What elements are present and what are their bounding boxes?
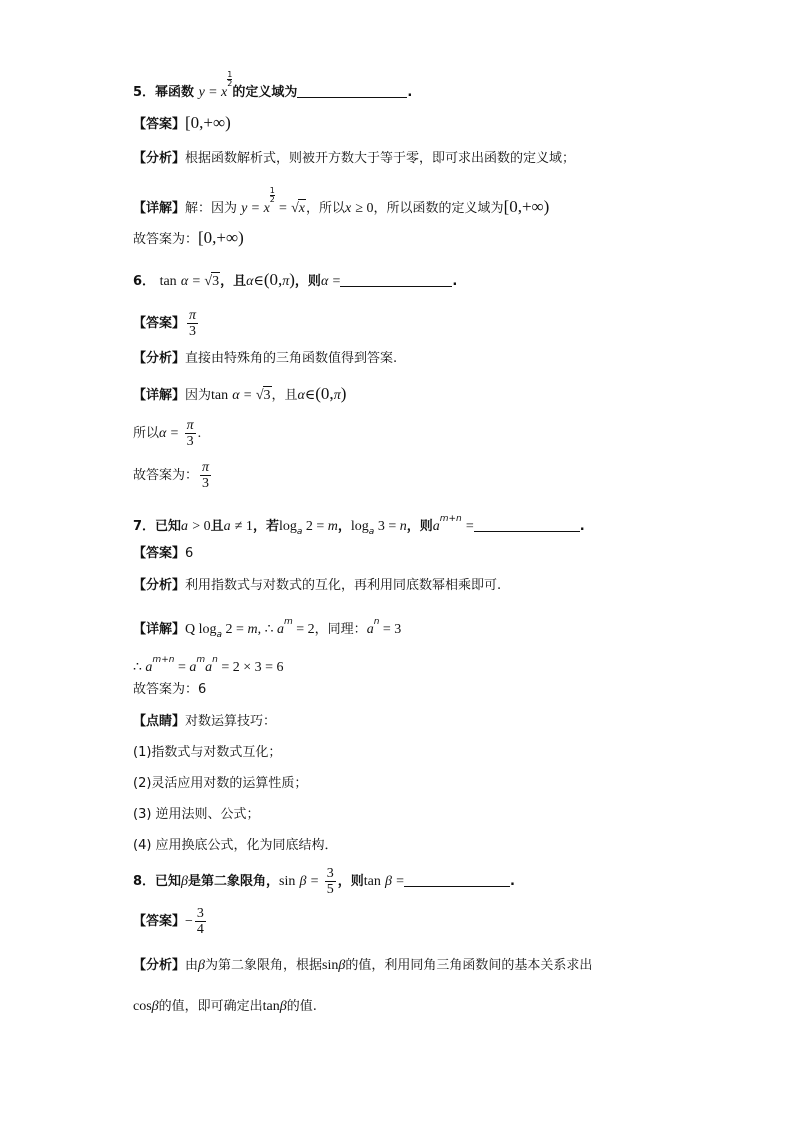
q5-conclusion-text: 故答案为：: [133, 232, 199, 247]
q6-text-b: ，则: [294, 274, 321, 289]
analysis-label: 【分析】: [133, 958, 186, 973]
q8-analysis: 【分析】由β为第二象限角，根据sinβ的值，利用同角三角函数间的基本关系求出: [133, 958, 593, 973]
q7-tip-2: (2)灵活应用对数的运算性质；: [133, 776, 308, 791]
q5-detail-c: ，所以函数的定义域为: [373, 201, 504, 216]
detail-label: 【详解】: [133, 388, 186, 403]
q8-answer: 【答案】− $\frac{3}{4}$: [133, 906, 204, 937]
q7-conclusion: 故答案为：6: [133, 682, 207, 697]
q6-so: 所以α = $\frac{\pi}{3}$ .: [133, 418, 202, 449]
q5-detail: 【详解】解：因为 y = x $\frac{1}{2}$ = √x，所以x ≥ 0，所以函数的定义域为[0,+∞): [133, 186, 550, 216]
q7-number: 7．已知: [133, 519, 182, 534]
q5-conclusion: [133, 229, 244, 249]
q7-tips: [133, 713, 276, 731]
q7-answer-value: 6: [185, 546, 194, 561]
q6-formula-a: tan α = √3: [159, 274, 220, 289]
analysis-label: 【分析】: [133, 151, 186, 166]
q5-conclusion-value: [0,+∞): [198, 228, 244, 247]
answer-label: 【答案】: [133, 546, 186, 561]
q8-text-b: ，则: [337, 874, 364, 889]
q8-answer-blank[interactable]: [404, 872, 510, 887]
q7-detail-a: ，同理：: [314, 622, 367, 637]
q7-tip-4: (4) 应用换底公式，化为同底结构．: [133, 838, 338, 853]
q7-end: .: [579, 519, 585, 534]
q8-analysis-a: 由: [185, 958, 199, 973]
answer-label: 【答案】: [133, 117, 186, 132]
q7-derivation: ∴ $a^{m+n} = a^ma^n = 2 \times 3 = 6$: [133, 655, 284, 675]
q6-answer-fraction: $\frac{\pi}{3}$: [189, 308, 197, 339]
detail-label: 【详解】: [133, 201, 186, 216]
analysis-label: 【分析】: [133, 351, 186, 366]
q8-analysis-cont: cosβ的值，即可确定出tanβ的值.: [133, 999, 317, 1014]
q8-analysis-c: 的值，利用同角三角函数间的基本关系求出: [345, 958, 593, 973]
q6-text-a: ，且: [220, 274, 247, 289]
q8-analysis-b: 为第二象限角，根据: [205, 958, 323, 973]
q6-answer-blank[interactable]: [340, 272, 452, 287]
q6-analysis: [133, 350, 397, 368]
q5-answer: [133, 114, 231, 134]
q6-end: .: [452, 274, 458, 289]
q6-detail-b: ，且: [271, 388, 298, 403]
q6-conclusion: 故答案为： $\frac{\pi}{3}$: [133, 460, 210, 491]
q7-tip-1: (1)指数式与对数式互化；: [133, 745, 282, 760]
q5-answer-value: [0,+∞): [185, 113, 231, 132]
q5-answer-blank[interactable]: [297, 83, 407, 98]
q8-analysis-e: 的值.: [286, 999, 317, 1014]
q5-detail-b: ，所以: [305, 201, 345, 216]
q5-interval: [0,+∞): [503, 197, 550, 216]
q7-answer-blank[interactable]: [474, 517, 580, 532]
q5-stem: [133, 71, 412, 102]
q7-answer: [133, 545, 193, 563]
q6-detail: 【详解】因为tan α = √3，且α∈(0,π): [133, 384, 347, 403]
q6-formula-b: α∈(0,π): [246, 270, 295, 289]
q5-detail-formula: y = x $\frac{1}{2}$ = √x: [241, 186, 305, 216]
q8-end: .: [510, 874, 515, 889]
q7-analysis: [133, 577, 501, 595]
tips-label: 【点睛】: [133, 714, 186, 729]
q6-detail-a: 因为: [185, 388, 212, 403]
q6-analysis-text: 直接由特殊角的三角函数值得到答案.: [185, 351, 398, 366]
q7-tip-3: (3) 逆用法则、公式；: [133, 807, 260, 822]
answer-label: 【答案】: [133, 316, 186, 331]
q6-number: 6．: [133, 274, 156, 289]
q7-analysis-text: 利用指数式与对数式的互化，再利用同底数幂相乘即可.: [185, 578, 502, 593]
q7-text-c: ，: [337, 519, 351, 534]
q7-tips-title: 对数运算技巧：: [185, 714, 277, 729]
q5-formula: y = x $\frac{1}{2}$: [198, 70, 233, 100]
q5-end: .: [407, 85, 413, 100]
q8-number: 8．已知: [133, 874, 182, 889]
q8-analysis-d: 的值，即可确定出: [158, 999, 263, 1014]
q5-number: 5．: [133, 85, 156, 100]
q6-stem: 6． tan α = √3，且α∈(0,π)，则α = .: [133, 270, 458, 289]
q5-text-a: 幂函数: [155, 85, 195, 100]
q7-text-d: ，则: [406, 519, 433, 534]
q6-conclusion-text: 故答案为：: [133, 468, 199, 483]
q7-stem: 7．已知a > 0且a ≠ 1，若$\log_a 2 = m$，$\log_a 3 = n$，则$a^{m+n}$ = .: [133, 514, 585, 537]
q6-answer: [133, 308, 200, 339]
q5-analysis-text: 根据函数解析式，则被开方数大于等于零，即可求出函数的定义域；: [185, 151, 576, 166]
q7-detail: 【详解】Q $\log_a 2 = m$, ∴ $a^m = 2$，同理：$a^n = 3$: [133, 617, 402, 640]
answer-label: 【答案】: [133, 914, 186, 929]
q5-text-b: 的定义域为: [232, 85, 298, 100]
q8-stem: 8．已知β是第二象限角，sin β = $\frac{3}{5}$ ，则tan β = .: [133, 866, 515, 897]
q5-detail-a: 解：因为: [185, 201, 238, 216]
q6-so-text: 所以: [133, 426, 160, 441]
analysis-label: 【分析】: [133, 578, 186, 593]
q5-analysis: [133, 150, 575, 168]
detail-label: 【详解】: [133, 622, 186, 637]
q7-text-a: 且: [210, 519, 224, 534]
q7-text-b: ，若: [252, 519, 279, 534]
q8-text-a: 是第二象限角，: [188, 874, 280, 889]
